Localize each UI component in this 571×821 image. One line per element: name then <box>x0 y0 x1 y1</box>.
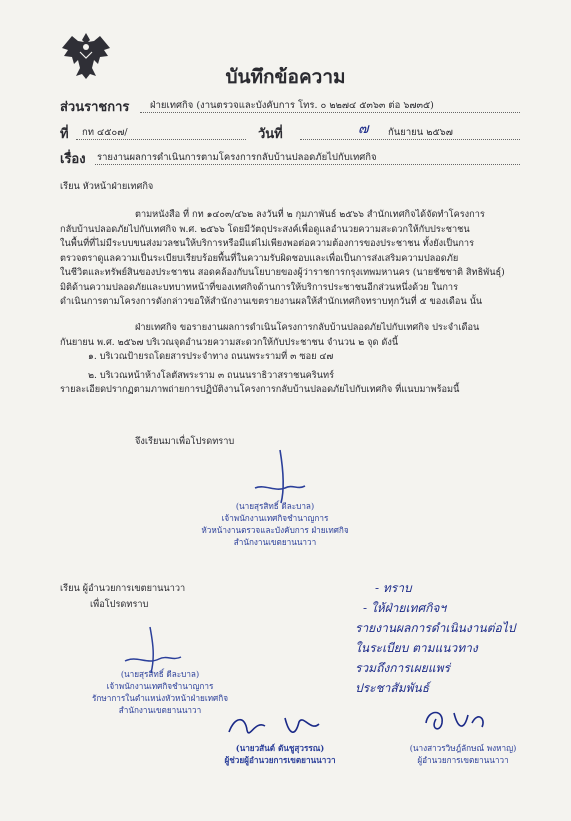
note-line: - ให้ฝ่ายเทศกิจฯ <box>363 601 447 615</box>
signature-2-line: สำนักงานเขตยานนาวา <box>118 705 202 715</box>
forward-salutation: เรียน ผู้อำนวยการเขตยานนาวา <box>60 583 186 594</box>
signature-2-name: (นายสุรสิทธิ์ ดีละบาล) <box>120 669 200 679</box>
note-line: รายงานผลการดำเนินงานต่อไป <box>355 621 516 635</box>
signature-1-block <box>170 500 380 548</box>
ref-label: ที่ <box>60 127 69 142</box>
closing-line: จึงเรียนมาเพื่อโปรดทราบ <box>135 436 235 447</box>
handwritten-note <box>355 578 560 698</box>
signature-4-name: (นางสาวรวิษฎ์ลักษณ์ พงหาญ) <box>409 743 517 753</box>
date-label: วันที่ <box>258 127 283 142</box>
salutation: เรียน หัวหน้าฝ่ายเทศกิจ <box>60 181 154 192</box>
signature-1-line: สำนักงานเขตยานนาวา <box>233 537 317 547</box>
para1-line: ตรวจตราดูแลความเป็นระเบียบเรียบร้อยพื้นที่ในความรับผิดชอบและเพื่อเป็นการส่งเสริมความปลอดภัย <box>60 252 459 264</box>
signature-2-line: เจ้าพนักงานเทศกิจชำนาญการ <box>106 681 214 691</box>
para1-line: ในพื้นที่ที่ไม่มีระบบขนส่งมวลชนให้บริการหรือมีแต่ไม่เพียงพอต่อความต้องการของประชาชน ทั้งยังเป็นการ <box>60 238 475 249</box>
signature-1-line: เจ้าพนักงานเทศกิจชำนาญการ <box>221 513 329 523</box>
date-dotline <box>300 139 520 140</box>
signature-4-line: ผู้อำนวยการเขตยานนาวา <box>417 755 509 765</box>
signature-2-line: รักษาการในตำแหน่งหัวหน้าฝ่ายเทศกิจ <box>91 693 228 703</box>
signature-3-block <box>185 742 375 766</box>
ref-value: กท ๔๕๐๗/ <box>82 127 128 138</box>
agency-label: ส่วนราชการ <box>60 100 130 115</box>
para1-line: ในชีวิตและทรัพย์สินของประชาชน สอดคล้องกับนโยบายของผู้ว่าราชการกรุงเทพมหานคร (นายชัชชาติ สิทธิพันธุ์) <box>60 267 505 278</box>
note-line: รวมถึงการเผยแพร่ <box>355 661 450 675</box>
signature-1-name: (นายสุรสิทธิ์ ดีละบาล) <box>235 501 315 511</box>
point-item: ๑. บริเวณป้ายรถโดยสารประจำทาง ถนนพระรามที่ ๓ ซอย ๔๗ <box>88 351 334 362</box>
signature-4-mark-icon <box>420 705 490 735</box>
paragraph-1 <box>60 208 530 310</box>
memo-title: บันทึกข้อความ <box>225 66 346 88</box>
signature-1-mark-icon <box>235 448 315 508</box>
agency-dotline <box>140 112 520 113</box>
note-line: ประชาสัมพันธ์ <box>355 681 430 695</box>
point-item: ๒. บริเวณหน้าห้างโลตัสพระราม ๓ ถนนนราธิวาสราชนครินทร์ <box>88 369 335 381</box>
signature-3-mark-icon <box>225 712 325 742</box>
signature-3-name: (นายวสันต์ ตันชูสุวรรณ) <box>235 743 325 753</box>
signature-1-line: หัวหน้างานตรวจและบังคับการ ฝ่ายเทศกิจ <box>201 525 349 535</box>
subject-value: รายงานผลการดำเนินการตามโครงการกลับบ้านปลอดภัยไปกับเทศกิจ <box>97 152 377 163</box>
paragraph-2 <box>60 321 530 398</box>
subject-dotline <box>95 164 520 165</box>
details-line: รายละเอียดปรากฏตามภาพถ่ายการปฏิบัติงานโครงการกลับบ้านปลอดภัยไปกับเทศกิจ ที่แนบมาพร้อมนี้ <box>60 384 460 395</box>
note-line: - ทราบ <box>375 581 412 595</box>
ref-dotline <box>76 139 246 140</box>
para1-line: ดำเนินการตามโครงการดังกล่าวขอให้สำนักงานเขตรายงานผลให้สำนักเทศกิจทราบทุกวันที่ ๕ ของเดือน นั้น <box>60 296 483 307</box>
note-line: ในระเบียบ ตามแนวทาง <box>355 641 478 655</box>
signature-2-block <box>60 668 260 716</box>
date-day: ๗ <box>358 121 369 137</box>
para2-line: ฝ่ายเทศกิจ ขอรายงานผลการดำเนินโครงการกลับบ้านปลอดภัยไปกับเทศกิจ ประจำเดือน <box>135 322 480 333</box>
signature-4-block <box>368 742 558 766</box>
signature-3-line: ผู้ช่วยผู้อำนวยการเขตยานนาวา <box>224 755 336 765</box>
para2-line: กันยายน พ.ศ. ๒๕๖๗ บริเวณจุดอำนวยความสะดวกให้กับประชาชน จำนวน ๒ จุด ดังนี้ <box>60 336 399 348</box>
para1-line: กลับบ้านปลอดภัยไปกับเทศกิจ พ.ศ. ๒๕๖๖ โดยมีวัตถุประสงค์เพื่อดูแลอำนวยความสะดวกให้กับประชาชน <box>60 223 470 235</box>
para1-line: ตามหนังสือ ที่ กท ๑๔๐๓/๔๖๒ ลงวันที่ ๒ กุมภาพันธ์ ๒๕๖๖ สำนักเทศกิจได้จัดทำโครงการ <box>135 209 485 220</box>
forward-purpose: เพื่อโปรดทราบ <box>90 599 149 610</box>
para1-line: มิติด้านความปลอดภัยและบทบาทหน้าที่ของเทศกิจด้านการให้บริการประชาชนอีกส่วนหนึ่งด้วย ในการ <box>60 281 459 293</box>
agency-value: ฝ่ายเทศกิจ (งานตรวจและบังคับการ โทร. ๐ ๒๒๗๔ ๕๓๖๓ ต่อ ๖๗๓๕) <box>150 100 434 111</box>
date-value: กันยายน ๒๕๖๗ <box>388 127 453 138</box>
subject-label: เรื่อง <box>60 152 86 167</box>
